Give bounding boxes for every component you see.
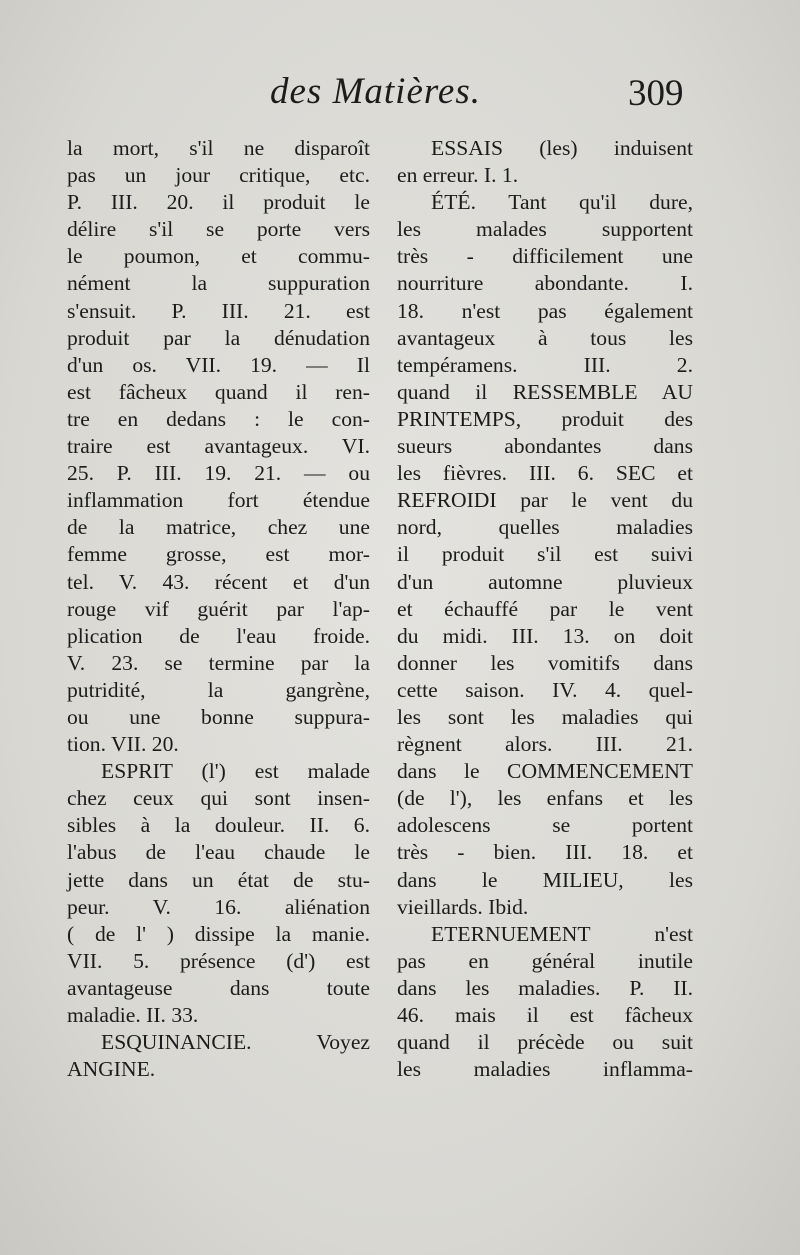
- text-line: ou une bonne suppura-: [67, 704, 370, 729]
- text-line: P. III. 20. il produit le: [67, 190, 370, 215]
- text-line: REFROIDI par le vent du: [397, 488, 693, 513]
- page-header: [0, 70, 800, 130]
- text-line: les malades supportent: [397, 217, 693, 242]
- text-line: très - difficilement une: [397, 244, 693, 269]
- text-line: dans les maladies. P. II.: [397, 975, 693, 1000]
- text-line: maladie. II. 33.: [67, 1003, 199, 1027]
- text-line: en erreur. I. 1.: [397, 163, 519, 188]
- entry-heading-line: ESPRIT (l') est malade: [101, 759, 370, 784]
- text-line: (de l'), les enfans et les: [397, 786, 693, 811]
- text-line: cette saison. IV. 4. quel-: [397, 677, 693, 702]
- text-line: 46. mais il est fâcheux: [397, 1003, 693, 1027]
- text-line: peur. V. 16. aliénation: [67, 894, 370, 919]
- text-line: avantageuse dans toute: [67, 975, 370, 1000]
- text-line: tempéramens. III. 2.: [397, 352, 693, 377]
- text-line: le poumon, et commu-: [67, 244, 370, 269]
- text-line: VII. 5. présence (d') est: [67, 948, 370, 973]
- text-line: adolescens se portent: [397, 813, 693, 838]
- text-line: nément la suppuration: [67, 271, 370, 296]
- text-line: l'abus de l'eau chaude le: [67, 840, 370, 865]
- entry-heading-line: ESQUINANCIE. Voyez: [101, 1030, 370, 1055]
- text-line: traire est avantageux. VI.: [67, 434, 370, 459]
- text-line: rouge vif guérit par l'ap-: [67, 596, 370, 621]
- text-line: donner les vomitifs dans: [397, 650, 693, 675]
- running-title: des Matières.: [270, 71, 481, 112]
- text-line: jette dans un état de stu-: [67, 867, 370, 892]
- entry-heading-line: ÉTÉ. Tant qu'il dure,: [431, 190, 693, 215]
- text-line: dans le COMMENCEMENT: [397, 759, 693, 784]
- text-line: et échauffé par le vent: [397, 596, 693, 621]
- text-line: délire s'il se porte vers: [67, 217, 370, 242]
- text-line: plication de l'eau froide.: [67, 623, 370, 648]
- text-line: chez ceux qui sont insen-: [67, 786, 370, 811]
- text-line: les maladies inflamma-: [397, 1057, 693, 1082]
- text-line: les fièvres. III. 6. SEC et: [397, 461, 693, 486]
- text-line: sueurs abondantes dans: [397, 434, 693, 459]
- text-line: vieillards. Ibid.: [397, 894, 529, 919]
- text-line: 25. P. III. 19. 21. — ou: [67, 461, 370, 486]
- text-line: pas un jour critique, etc.: [67, 163, 370, 188]
- page-number: 309: [628, 73, 684, 114]
- left-column: [67, 135, 370, 1083]
- text-line: produit par la dénudation: [67, 325, 370, 350]
- text-line: putridité, la gangrène,: [67, 677, 370, 702]
- text-line: tel. V. 43. récent et d'un: [67, 569, 370, 594]
- text-line: très - bien. III. 18. et: [397, 840, 693, 865]
- text-line: d'un os. VII. 19. — Il: [67, 352, 370, 377]
- text-line: du midi. III. 13. on doit: [397, 623, 693, 648]
- text-line: pas en général inutile: [397, 948, 693, 973]
- text-line: V. 23. se termine par la: [67, 650, 370, 675]
- text-line: ANGINE.: [67, 1057, 156, 1082]
- text-line: quand il précède ou suit: [397, 1030, 693, 1055]
- text-line: 18. n'est pas également: [397, 298, 693, 323]
- text-line: dans le MILIEU, les: [397, 867, 693, 892]
- entry-heading-line: ESSAIS (les) induisent: [431, 136, 693, 160]
- text-line: quand il RESSEMBLE AU: [397, 379, 693, 404]
- text-line: femme grosse, est mor-: [67, 542, 370, 567]
- text-line: ( de l' ) dissipe la manie.: [67, 921, 370, 946]
- text-line: avantageux à tous les: [397, 325, 693, 350]
- text-line: il produit s'il est suivi: [397, 542, 693, 567]
- text-line: tre en dedans : le con-: [67, 406, 370, 431]
- text-line: de la matrice, chez une: [67, 515, 370, 540]
- text-line: inflammation fort étendue: [67, 488, 370, 513]
- text-line: tion. VII. 20.: [67, 732, 179, 757]
- text-line: sibles à la douleur. II. 6.: [67, 813, 370, 838]
- text-line: s'ensuit. P. III. 21. est: [67, 298, 370, 323]
- text-line: PRINTEMPS, produit des: [397, 406, 693, 431]
- entry-heading-line: ETERNUEMENT n'est: [431, 921, 693, 946]
- text-line: est fâcheux quand il ren-: [67, 379, 370, 404]
- text-line: les sont les maladies qui: [397, 704, 693, 729]
- text-line: d'un automne pluvieux: [397, 569, 693, 594]
- right-column: [397, 135, 693, 1083]
- text-line: nourriture abondante. I.: [397, 271, 693, 296]
- text-line: nord, quelles maladies: [397, 515, 693, 540]
- text-line: règnent alors. III. 21.: [397, 732, 693, 757]
- text-line: la mort, s'il ne disparoît: [67, 136, 370, 160]
